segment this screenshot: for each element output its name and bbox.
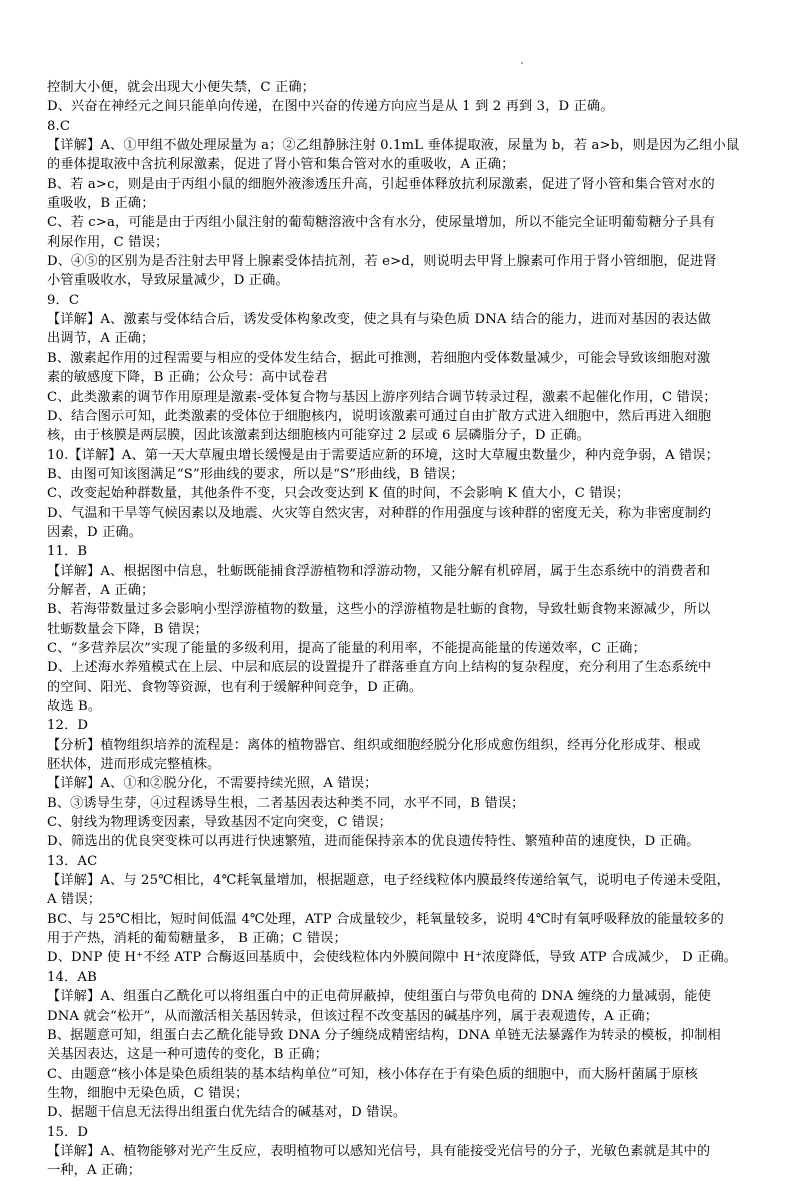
- text-line: 12．D: [47, 718, 89, 734]
- text-line: 一种，A 正确；: [47, 1163, 142, 1179]
- text-line: 利尿作用，C 错误；: [47, 234, 169, 250]
- text-line: 小管重吸收水，导致尿量减少，D 正确。: [47, 273, 289, 289]
- text-line: C、由题意“核小体是染色质组装的基本结构单位”可知，核小体存在于有染色质的细胞中，而大肠杆菌属于原核: [47, 1066, 698, 1082]
- text-line: C、改变起始种群数量，其他条件不变，只会改变达到 K 值的时间，不会影响 K 值大小，C 错误；: [47, 486, 630, 502]
- text-line: D、气温和干旱等气候因素以及地震、火灾等自然灾害，对种群的作用强度与该种群的密度无关，称为非密度制约: [47, 505, 712, 521]
- text-line: 【详解】A、植物能够对光产生反应，表明植物可以感知光信号，具有能接受光信号的分子，光敏色素就是其中的: [47, 1143, 711, 1159]
- answer-text-body: [47, 78, 755, 1181]
- text-line: 故选 B。: [47, 699, 102, 714]
- text-line: 生物，细胞中无染色质，C 错误；: [47, 1085, 249, 1101]
- text-line: B、若 a>c，则是由于丙组小鼠的细胞外液渗透压升高，引起垂体释放抗利尿激素，促进了肾小管和集合管对水的: [47, 176, 715, 192]
- text-line: 【详解】A、根据图中信息，牡蛎既能捕食浮游植物和浮游动物，又能分解有机碎屑，属于生态系统中的消费者和: [47, 563, 711, 579]
- text-line: 重吸收，B 正确；: [47, 196, 155, 212]
- text-line: 控制大小便，就会出现大小便失禁，C 正确；: [47, 80, 315, 95]
- text-line: BC、与 25℃相比，短时间低温 4℃处理，ATP 合成量较少，耗氧量较多，说明 4℃时有氧呼吸释放的能量较多的: [47, 911, 724, 927]
- text-line: 【分析】植物组织培养的流程是：离体的植物器官、组织或细胞经脱分化形成愈伤组织，经再分化形成芽、根或: [47, 737, 701, 753]
- text-line: 核，由于核膜是两层膜，因此该激素到达细胞核内可能穿过 2 层或 6 层磷脂分子，D 正确。: [47, 428, 590, 444]
- text-line: C、射线为物理诱变因素，导致基因不定向突变，C 错误；: [47, 815, 392, 831]
- text-line: 因素，D 正确。: [47, 524, 143, 540]
- text-line: 关基因表达，这是一种可遗传的变化，B 正确；: [47, 1047, 328, 1063]
- text-line: A 错误；: [47, 892, 102, 908]
- text-line: D、筛选出的优良突变株可以再进行快速繁殖，进而能保持亲本的优良遗传特性、繁殖种苗的速度快，D 正确。: [47, 834, 700, 850]
- text-line: 【详解】A、①和②脱分化，不需要持续光照，A 错误；: [47, 776, 378, 792]
- text-line: B、③诱导生芽，④过程诱导生根，二者基因表达种类不同，水平不同，B 错误；: [47, 795, 525, 811]
- scan-speck: [521, 62, 523, 64]
- text-line: 10.【详解】A、第一天大草履虫增长缓慢是由于需要适应新的环境，这时大草履虫数量少，种内竞争弱，A 错误；: [47, 447, 719, 463]
- text-line: B、若海带数量过多会影响小型浮游植物的数量，这些小的浮游植物是牡蛎的食物，导致牡蛎食物来源减少，所以: [47, 602, 711, 618]
- text-line: 的空间、阳光、食物等资源，也有利于缓解种间竞争，D 正确。: [47, 679, 423, 695]
- text-line: B、激素起作用的过程需要与相应的受体发生结合，据此可推测，若细胞内受体数量减少，可能会导致该细胞对激: [47, 350, 711, 366]
- text-line: 【详解】A、激素与受体结合后，诱发受体构象改变，使之具有与染色质 DNA 结合的能力，进而对基因的表达做: [47, 312, 711, 328]
- text-line: D、④⑤的区别为是否注射去甲肾上腺素受体拮抗剂，若 e>d，则说明去甲肾上腺素可作用于肾小管细胞，促进肾: [47, 254, 717, 270]
- text-line: 出调节，A 正确；: [47, 331, 155, 347]
- text-line: 9．C: [47, 292, 80, 308]
- text-line: C、若 c>a，可能是由于丙组小鼠注射的葡萄糖溶液中含有水分，使尿量增加，所以不能完全证明葡萄糖分子具有: [47, 215, 716, 231]
- text-line: 分解者，A 正确；: [47, 582, 155, 598]
- text-line: 8.C: [47, 118, 71, 134]
- text-line: 牡蛎数量会下降，B 错误；: [47, 621, 208, 637]
- text-line: B、由图可知该图满足“S”形曲线的要求，所以是“S”形曲线，B 错误；: [47, 466, 464, 482]
- text-line: 【详解】A、组蛋白乙酰化可以将组蛋白中的正电荷屏蔽掉，使组蛋白与带负电荷的 DNA 缠绕的力量减弱，能使: [47, 989, 711, 1005]
- text-line: 14．AB: [47, 969, 97, 985]
- text-line: C、此类激素的调节作用原理是激素-受体复合物与基因上游序列结合调节转录过程，激素不起催化作用，C 错误；: [47, 389, 717, 405]
- text-line: 【详解】A、①甲组不做处理尿量为 a；②乙组静脉注射 0.1mL 垂体提取液，尿量为 b，若 a>b，则是因为乙组小鼠: [47, 138, 740, 154]
- text-line: 的垂体提取液中含抗利尿激素，促进了肾小管和集合管对水的重吸收，A 正确；: [47, 157, 515, 173]
- text-line: D、兴奋在神经元之间只能单向传递，在图中兴奋的传递方向应当是从 1 到 2 再到 3，D 正确。: [47, 99, 614, 115]
- text-line: D、上述海水养殖模式在上层、中层和底层的设置提升了群落垂直方向上结构的复杂程度，充分利用了生态系统中: [47, 660, 712, 676]
- text-line: B、据题意可知，组蛋白去乙酰化能导致 DNA 分子缠绕成精密结构，DNA 单链无法暴露作为转录的模板，抑制相: [47, 1027, 721, 1043]
- text-line: C、“多营养层次”实现了能量的多级利用，提高了能量的利用率，不能提高能量的传递效率，C 正确；: [47, 640, 646, 656]
- text-line: D、DNP 使 H⁺不经 ATP 合酶返回基质中，会使线粒体内外膜间隙中 H⁺浓度降低，导致 ATP 合成减少， D 正确。: [47, 950, 738, 966]
- text-line: 【详解】A、与 25℃相比，4℃耗氧量增加，根据题意，电子经线粒体内膜最终传递给氧气，说明电子传递未受阻，: [47, 873, 730, 889]
- text-line: 素的敏感度下降，B 正确；公众号：高中试卷君: [47, 370, 328, 386]
- text-line: D、据题干信息无法得出组蛋白优先结合的碱基对，D 错误。: [47, 1105, 407, 1121]
- text-line: 11．B: [47, 544, 88, 560]
- text-line: 13．AC: [47, 853, 98, 869]
- text-line: D、结合图示可知，此类激素的受体位于细胞核内，说明该激素可通过自由扩散方式进入细胞中，然后再进入细胞: [47, 408, 712, 424]
- text-line: 15．D: [47, 1124, 89, 1140]
- text-line: 用于产热，消耗的葡萄糖量多， B 正确；C 错误；: [47, 931, 347, 947]
- text-line: 胚状体，进而形成完整植株。: [47, 757, 221, 773]
- text-line: DNA 就会“松开”，从而激活相关基因转录，但该过程不改变基因的碱基序列，属于表观遗传，A 正确；: [47, 1008, 659, 1024]
